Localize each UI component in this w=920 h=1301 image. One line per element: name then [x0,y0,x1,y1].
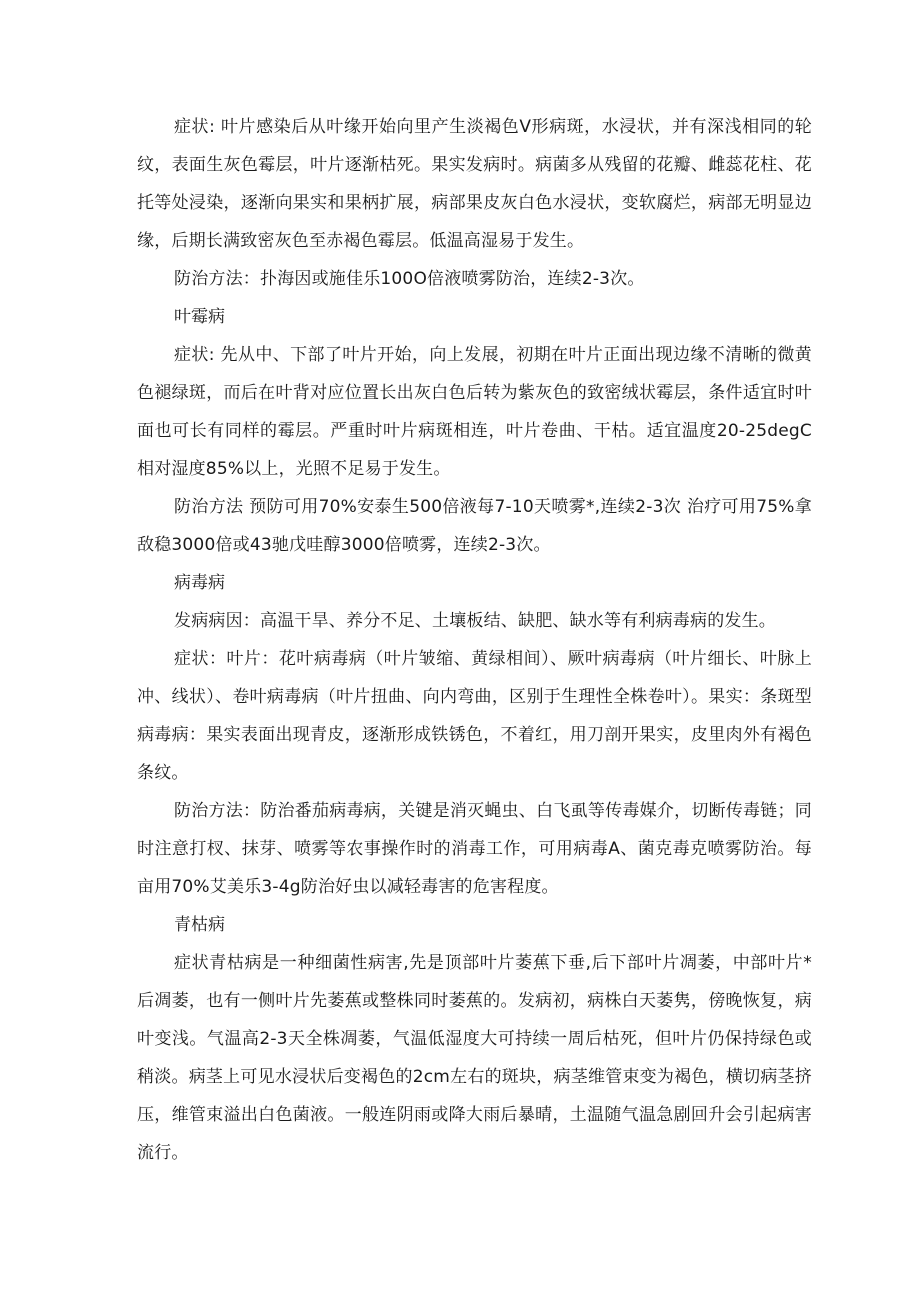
virus-disease-heading: 病毒病 [174,573,225,593]
leaf-mold-heading: 叶霉病 [174,307,225,327]
virus-disease-cause-paragraph: 发病病因：高温干旱、养分不足、土壤板结、缺肥、缺水等有利病毒病的发生。 [174,611,776,631]
bacterial-wilt-symptoms-paragraph: 症状青枯病是一种细菌性病害,先是顶部叶片萎蕉下垂,后下部叶片凋萎，中部叶片*后凋萎，也有一侧叶片先萎蕉或整株同时萎蕉的。发病初，病株白天萎隽，傍晚恢复，病叶变浅。气温高2-3天全株凋萎，气温低湿度大可持续一周后枯死，但叶片仍保持绿色或稍淡。病茎上可见水浸状后变褐色的2cm左右的斑块，病茎维管束变为褐色，横切病茎挤压，维管束溢出白色菌液。一般连阴雨或降大雨后暴晴，土温随气温急剧回升会引起病害流行。 [137,953,812,1163]
grey-mold-symptoms-paragraph: 症状: 叶片感染后从叶缘开始向里产生淡褐色V形病斑，水浸状，并有深浅相同的轮纹，表面生灰色霉层，叶片逐渐枯死。果实发病时。病菌多从残留的花瓣、雌蕊花柱、花托等处浸染，逐渐向果实和果柄扩展，病部果皮灰白色水浸状，变软腐烂，病部无明显边缘，后期长满致密灰色至赤褐色霉层。低温高湿易于发生。 [137,117,812,251]
grey-mold-control-paragraph: 防治方法：扑海因或施佳乐100O倍液喷雾防治，连续2-3次。 [174,269,645,289]
virus-disease-symptoms-paragraph: 症状：叶片：花叶病毒病（叶片皱缩、黄绿相间）、厥叶病毒病（叶片细长、叶脉上冲、线状）、卷叶病毒病（叶片扭曲、向内弯曲，区别于生理性全株卷叶）。果实：条斑型病毒病：果实表面出现青皮，逐渐形成铁锈色，不着红，用刀剖开果实，皮里肉外有褐色条纹。 [137,649,812,783]
leaf-mold-control-paragraph: 防治方法 预防可用70%安泰生500倍液每7-10天喷雾*,连续2-3次 治疗可用75%拿敌稳3000倍或43驰戊哇醇3000倍喷雾，连续2-3次。 [137,497,812,555]
leaf-mold-symptoms-paragraph: 症状: 先从中、下部了叶片开始，向上发展，初期在叶片正面出现边缘不清晰的微黄色褪绿斑，而后在叶背对应位置长出灰白色后转为紫灰色的致密绒状霉层，条件适宜时叶面也可长有同样的霉层。严重时叶片病斑相连，叶片卷曲、干枯。适宜温度20-25degC相对湿度85%以上，光照不足易于发生。 [137,345,812,479]
bacterial-wilt-heading: 青枯病 [174,915,225,935]
virus-disease-control-paragraph: 防治方法：防治番茄病毒病，关键是消灭蝇虫、白飞虱等传毒媒介，切断传毒链；同时注意打杈、抹芽、喷雾等农事操作时的消毒工作，可用病毒A、菌克毒克喷雾防治。每亩用70%艾美乐3-4g防治好虫以减轻毒害的危害程度。 [137,801,812,897]
